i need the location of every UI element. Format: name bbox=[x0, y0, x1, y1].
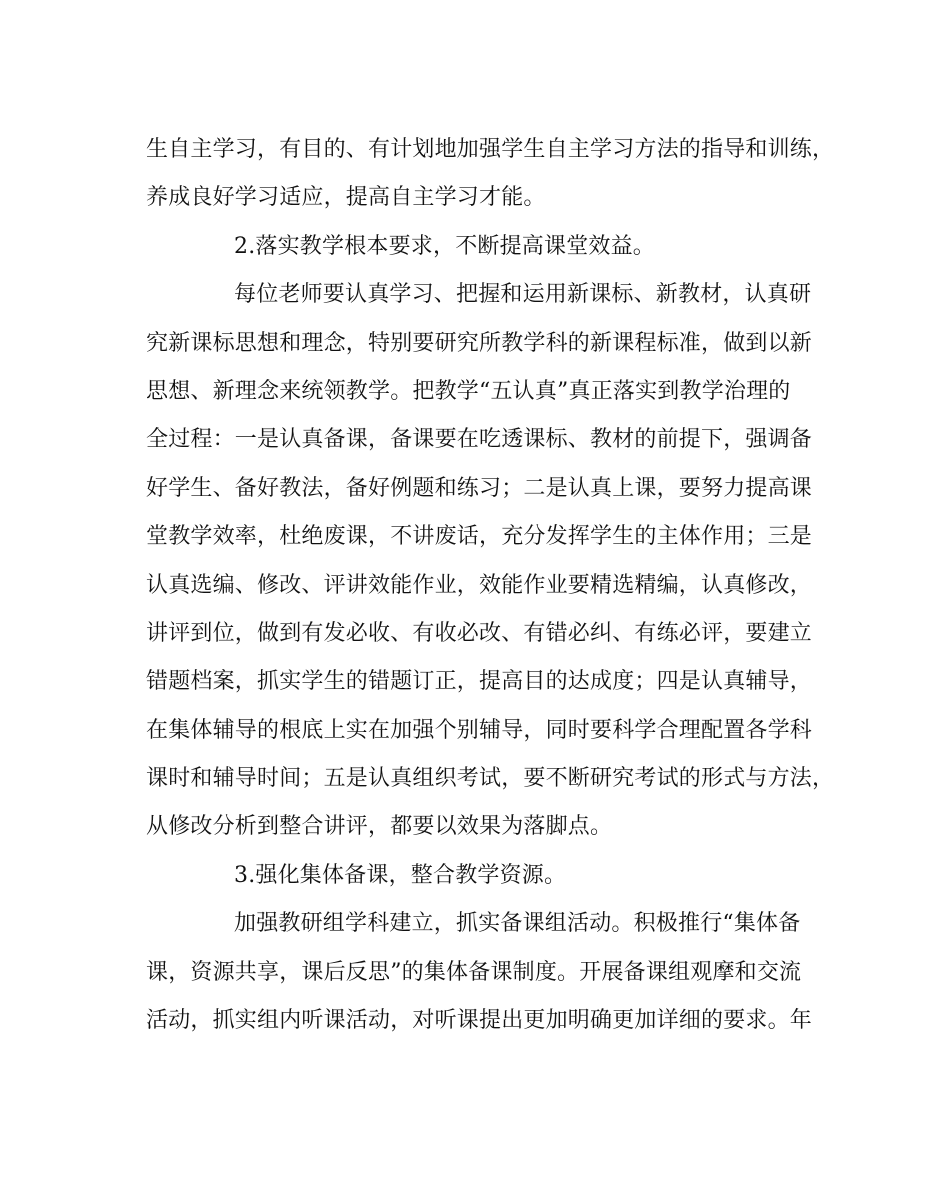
body-line: 究新课标思想和理念，特别要研究所教学科的新课程标准，做到以新 bbox=[146, 330, 813, 356]
body-line: 活动，抓实组内听课活动，对听课提出更加明确更加详细的要求。年 bbox=[146, 1008, 813, 1034]
section-heading-3: 3.强化集体备课，整合教学资源。 bbox=[234, 862, 567, 888]
document-body bbox=[146, 126, 835, 1045]
paragraph-start-line: 加强教研组学科建立，抓实备课组活动。积极推行“集体备 bbox=[234, 911, 801, 937]
body-line: 全过程：一是认真备课，备课要在吃透课标、教材的前提下，强调备 bbox=[146, 427, 813, 453]
body-line: 认真选编、修改、评讲效能作业，效能作业要精选精编，认真修改， bbox=[146, 572, 813, 598]
paragraph-start-line: 每位老师要认真学习、把握和运用新课标、新教材，认真研 bbox=[234, 282, 812, 308]
body-line: 好学生、备好教法，备好例题和练习；二是认真上课，要努力提高课 bbox=[146, 475, 813, 501]
body-line: 讲评到位，做到有发必收、有收必改、有错必纠、有练必评，要建立 bbox=[146, 620, 813, 646]
body-line: 生自主学习，有目的、有计划地加强学生自主学习方法的指导和训练， bbox=[146, 137, 835, 162]
body-line: 课，资源共享，课后反思”的集体备课制度。开展备课组观摩和交流 bbox=[146, 959, 802, 985]
body-line: 养成良好学习适应，提高自主学习才能。 bbox=[146, 185, 546, 211]
body-line: 课时和辅导时间；五是认真组织考试，要不断研究考试的形式与方法， bbox=[146, 766, 835, 792]
body-line: 堂教学效率，杜绝废课，不讲废话，充分发挥学生的主体作用；三是 bbox=[146, 524, 813, 550]
body-line: 在集体辅导的根底上实在加强个别辅导，同时要科学合理配置各学科 bbox=[146, 717, 813, 743]
body-line: 错题档案，抓实学生的错题订正，提高目的达成度；四是认真辅导， bbox=[146, 669, 813, 695]
section-heading-2: 2.落实教学根本要求，不断提高课堂效益。 bbox=[234, 233, 655, 259]
body-line: 思想、新理念来统领教学。把教学“五认真”真正落实到教学治理的 bbox=[146, 378, 791, 404]
body-line: 从修改分析到整合讲评，都要以效果为落脚点。 bbox=[146, 814, 613, 840]
